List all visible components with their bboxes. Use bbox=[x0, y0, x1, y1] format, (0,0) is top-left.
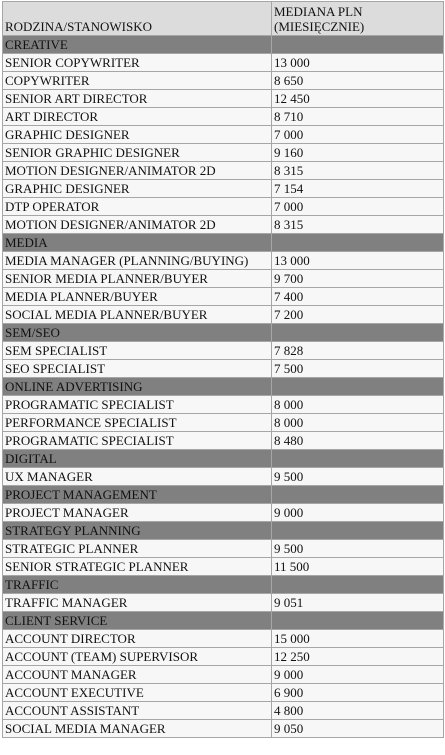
table-row bbox=[3, 630, 444, 648]
role-cell: SENIOR STRATEGIC PLANNER bbox=[3, 558, 272, 576]
table-row bbox=[3, 54, 444, 72]
table-row bbox=[3, 684, 444, 702]
category-name-cell: TRAFFIC bbox=[3, 576, 272, 594]
median-salary-cell: 7 500 bbox=[272, 360, 444, 378]
category-row bbox=[3, 522, 444, 540]
table-row bbox=[3, 414, 444, 432]
median-salary-cell: 11 500 bbox=[272, 558, 444, 576]
table-row bbox=[3, 162, 444, 180]
category-row bbox=[3, 576, 444, 594]
category-empty-cell bbox=[272, 486, 444, 504]
role-cell: PROGRAMATIC SPECIALIST bbox=[3, 396, 272, 414]
table-row bbox=[3, 270, 444, 288]
role-cell: SENIOR COPYWRITER bbox=[3, 54, 272, 72]
median-salary-cell: 7 200 bbox=[272, 306, 444, 324]
table-row bbox=[3, 342, 444, 360]
median-salary-cell: 9 000 bbox=[272, 504, 444, 522]
median-salary-cell: 8 315 bbox=[272, 162, 444, 180]
median-salary-cell: 13 000 bbox=[272, 252, 444, 270]
median-salary-cell: 12 450 bbox=[272, 90, 444, 108]
salary-table-body bbox=[3, 2, 444, 738]
role-cell: SEM SPECIALIST bbox=[3, 342, 272, 360]
category-name-cell: STRATEGY PLANNING bbox=[3, 522, 272, 540]
median-salary-cell: 8 480 bbox=[272, 432, 444, 450]
median-salary-cell: 15 000 bbox=[272, 630, 444, 648]
role-cell: SENIOR GRAPHIC DESIGNER bbox=[3, 144, 272, 162]
table-row bbox=[3, 558, 444, 576]
table-row bbox=[3, 396, 444, 414]
role-cell: STRATEGIC PLANNER bbox=[3, 540, 272, 558]
table-row bbox=[3, 360, 444, 378]
role-cell: MOTION DESIGNER/ANIMATOR 2D bbox=[3, 162, 272, 180]
median-salary-cell: 4 800 bbox=[272, 702, 444, 720]
category-name-cell: CLIENT SERVICE bbox=[3, 612, 272, 630]
table-row bbox=[3, 306, 444, 324]
category-row bbox=[3, 612, 444, 630]
role-cell: UX MANAGER bbox=[3, 468, 272, 486]
role-cell: ACCOUNT DIRECTOR bbox=[3, 630, 272, 648]
role-cell: ART DIRECTOR bbox=[3, 108, 272, 126]
table-row bbox=[3, 468, 444, 486]
category-name-cell: CREATIVE bbox=[3, 36, 272, 54]
median-salary-cell: 9 700 bbox=[272, 270, 444, 288]
role-cell: SEO SPECIALIST bbox=[3, 360, 272, 378]
median-salary-cell: 8 650 bbox=[272, 72, 444, 90]
category-empty-cell bbox=[272, 522, 444, 540]
role-cell: MOTION DESIGNER/ANIMATOR 2D bbox=[3, 216, 272, 234]
category-name-cell: DIGITAL bbox=[3, 450, 272, 468]
median-salary-cell: 9 500 bbox=[272, 540, 444, 558]
median-salary-cell: 8 000 bbox=[272, 396, 444, 414]
table-row bbox=[3, 126, 444, 144]
table-row bbox=[3, 108, 444, 126]
median-salary-cell: 7 828 bbox=[272, 342, 444, 360]
table-row bbox=[3, 198, 444, 216]
category-empty-cell bbox=[272, 576, 444, 594]
median-salary-cell: 9 160 bbox=[272, 144, 444, 162]
category-row bbox=[3, 450, 444, 468]
table-row bbox=[3, 504, 444, 522]
salary-table bbox=[2, 1, 444, 738]
role-cell: ACCOUNT MANAGER bbox=[3, 666, 272, 684]
category-empty-cell bbox=[272, 612, 444, 630]
role-cell: MEDIA PLANNER/BUYER bbox=[3, 288, 272, 306]
table-row bbox=[3, 252, 444, 270]
table-row bbox=[3, 288, 444, 306]
median-salary-cell: 7 000 bbox=[272, 198, 444, 216]
table-header-row bbox=[3, 2, 444, 36]
role-cell: SENIOR MEDIA PLANNER/BUYER bbox=[3, 270, 272, 288]
table-row bbox=[3, 720, 444, 738]
role-cell: DTP OPERATOR bbox=[3, 198, 272, 216]
role-cell: SENIOR ART DIRECTOR bbox=[3, 90, 272, 108]
category-name-cell: MEDIA bbox=[3, 234, 272, 252]
median-salary-cell: 8 000 bbox=[272, 414, 444, 432]
table-row bbox=[3, 648, 444, 666]
median-salary-cell: 12 250 bbox=[272, 648, 444, 666]
table-row bbox=[3, 90, 444, 108]
category-row bbox=[3, 324, 444, 342]
table-row bbox=[3, 432, 444, 450]
median-salary-cell: 9 050 bbox=[272, 720, 444, 738]
category-row bbox=[3, 378, 444, 396]
header-role: RODZINA/STANOWISKO bbox=[3, 2, 272, 36]
role-cell: PROJECT MANAGER bbox=[3, 504, 272, 522]
role-cell: TRAFFIC MANAGER bbox=[3, 594, 272, 612]
median-salary-cell: 7 000 bbox=[272, 126, 444, 144]
table-row bbox=[3, 666, 444, 684]
median-salary-cell: 7 154 bbox=[272, 180, 444, 198]
category-empty-cell bbox=[272, 450, 444, 468]
median-salary-cell: 6 900 bbox=[272, 684, 444, 702]
role-cell: ACCOUNT (TEAM) SUPERVISOR bbox=[3, 648, 272, 666]
category-empty-cell bbox=[272, 36, 444, 54]
table-row bbox=[3, 216, 444, 234]
role-cell: ACCOUNT EXECUTIVE bbox=[3, 684, 272, 702]
role-cell: ACCOUNT ASSISTANT bbox=[3, 702, 272, 720]
median-salary-cell: 9 000 bbox=[272, 666, 444, 684]
category-name-cell: PROJECT MANAGEMENT bbox=[3, 486, 272, 504]
role-cell: SOCIAL MEDIA PLANNER/BUYER bbox=[3, 306, 272, 324]
role-cell: PROGRAMATIC SPECIALIST bbox=[3, 432, 272, 450]
category-name-cell: SEM/SEO bbox=[3, 324, 272, 342]
category-empty-cell bbox=[272, 324, 444, 342]
table-row bbox=[3, 144, 444, 162]
table-row bbox=[3, 702, 444, 720]
category-empty-cell bbox=[272, 234, 444, 252]
role-cell: MEDIA MANAGER (PLANNING/BUYING) bbox=[3, 252, 272, 270]
role-cell: SOCIAL MEDIA MANAGER bbox=[3, 720, 272, 738]
category-row bbox=[3, 486, 444, 504]
median-salary-cell: 8 315 bbox=[272, 216, 444, 234]
median-salary-cell: 13 000 bbox=[272, 54, 444, 72]
median-salary-cell: 8 710 bbox=[272, 108, 444, 126]
role-cell: PERFORMANCE SPECIALIST bbox=[3, 414, 272, 432]
category-row bbox=[3, 36, 444, 54]
category-name-cell: ONLINE ADVERTISING bbox=[3, 378, 272, 396]
median-salary-cell: 9 051 bbox=[272, 594, 444, 612]
category-empty-cell bbox=[272, 378, 444, 396]
role-cell: GRAPHIC DESIGNER bbox=[3, 180, 272, 198]
role-cell: COPYWRITER bbox=[3, 72, 272, 90]
role-cell: GRAPHIC DESIGNER bbox=[3, 126, 272, 144]
median-salary-cell: 9 500 bbox=[272, 468, 444, 486]
table-row bbox=[3, 594, 444, 612]
category-row bbox=[3, 234, 444, 252]
table-row bbox=[3, 540, 444, 558]
header-median: MEDIANA PLN (MIESIĘCZNIE) bbox=[272, 2, 444, 36]
table-row bbox=[3, 180, 444, 198]
median-salary-cell: 7 400 bbox=[272, 288, 444, 306]
table-row bbox=[3, 72, 444, 90]
